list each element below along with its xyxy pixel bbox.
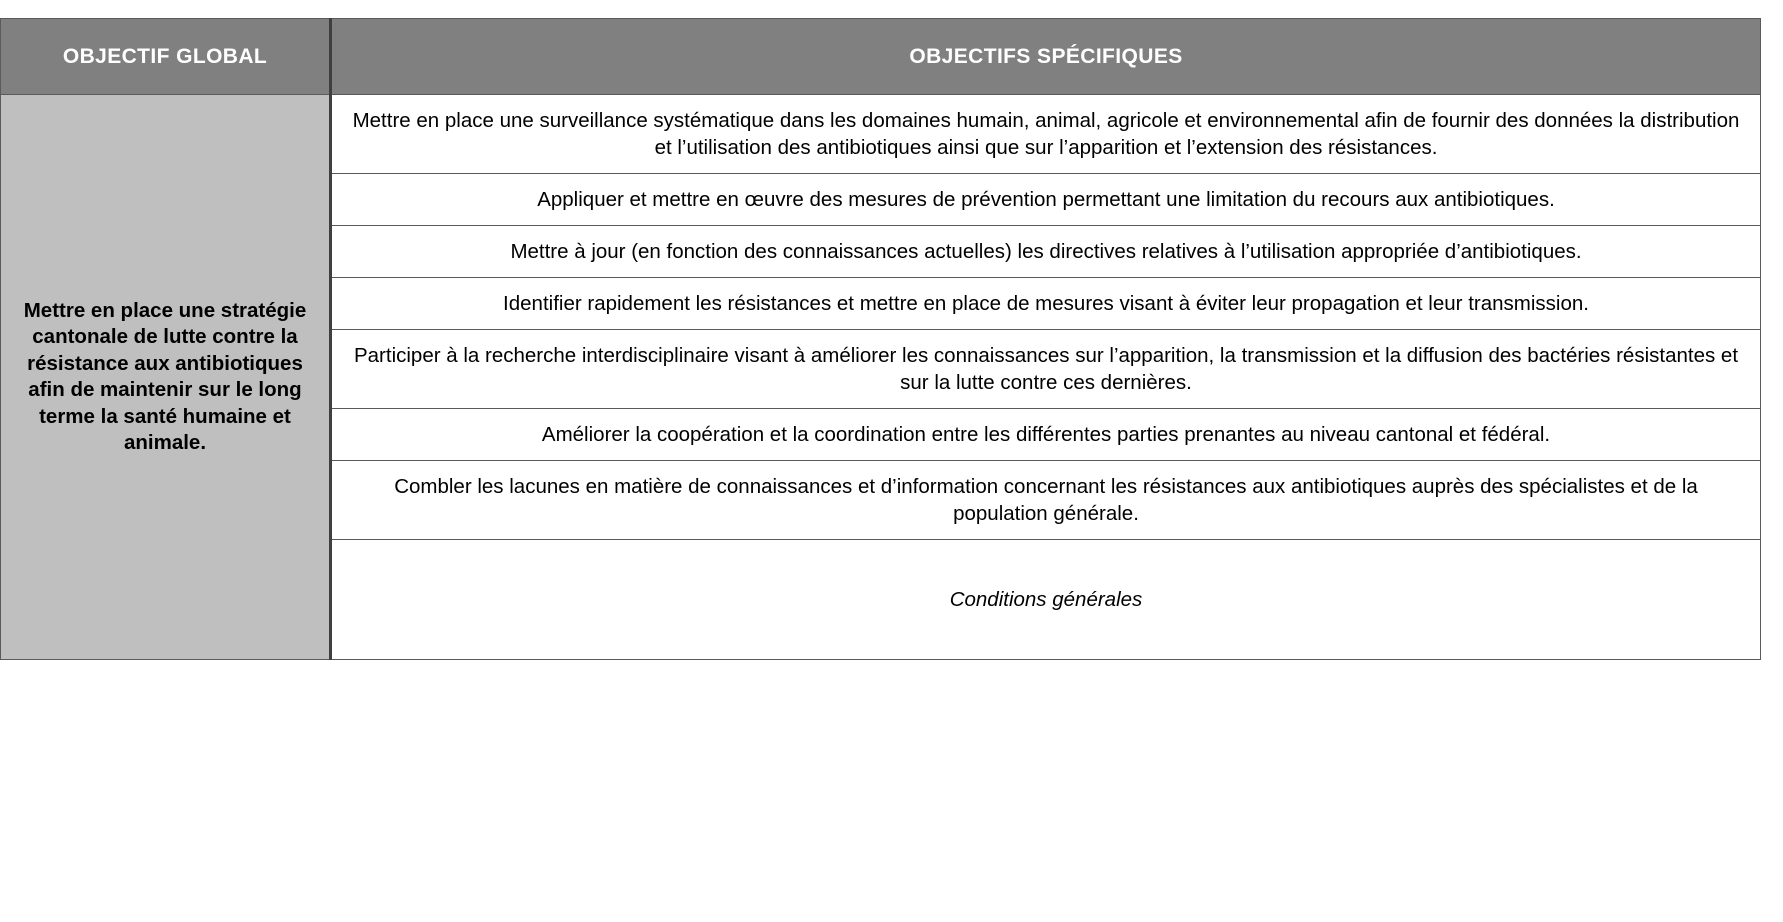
- specific-objective-cell: Mettre en place une surveillance systématique dans les domaines humain, animal, agricole et environnemental afin de fournir des données la distribution et l’utilisation des antibiotiques ainsi que sur l’apparition et l’extension des résistances.: [331, 95, 1761, 174]
- specific-objective-cell: Mettre à jour (en fonction des connaissances actuelles) les directives relatives à l’utilisation appropriée d’antibiotiques.: [331, 226, 1761, 278]
- table-header: [1, 19, 1761, 95]
- specific-objective-cell-conditions: Conditions générales: [331, 540, 1761, 660]
- specific-objective-cell: Combler les lacunes en matière de connaissances et d’information concernant les résistances aux antibiotiques auprès des spécialistes et de la population générale.: [331, 461, 1761, 540]
- column-header-global-objective: OBJECTIF GLOBAL: [1, 19, 331, 95]
- column-header-specific-objectives: OBJECTIFS SPÉCIFIQUES: [331, 19, 1761, 95]
- global-objective-cell: Mettre en place une stratégie cantonale de lutte contre la résistance aux antibiotiques afin de maintenir sur le long terme la santé humaine et animale.: [1, 95, 331, 660]
- specific-objective-cell: Appliquer et mettre en œuvre des mesures de prévention permettant une limitation du recours aux antibiotiques.: [331, 174, 1761, 226]
- table-row: [1, 95, 1761, 174]
- specific-objective-cell: Participer à la recherche interdisciplinaire visant à améliorer les connaissances sur l’apparition, la transmission et la diffusion des bactéries résistantes et sur la lutte contre ces dernières.: [331, 330, 1761, 409]
- header-row: [1, 19, 1761, 95]
- specific-objective-cell: Identifier rapidement les résistances et mettre en place de mesures visant à éviter leur propagation et leur transmission.: [331, 278, 1761, 330]
- objectives-table: [0, 18, 1761, 660]
- specific-objective-cell: Améliorer la coopération et la coordination entre les différentes parties prenantes au niveau cantonal et fédéral.: [331, 409, 1761, 461]
- table-body: [1, 95, 1761, 660]
